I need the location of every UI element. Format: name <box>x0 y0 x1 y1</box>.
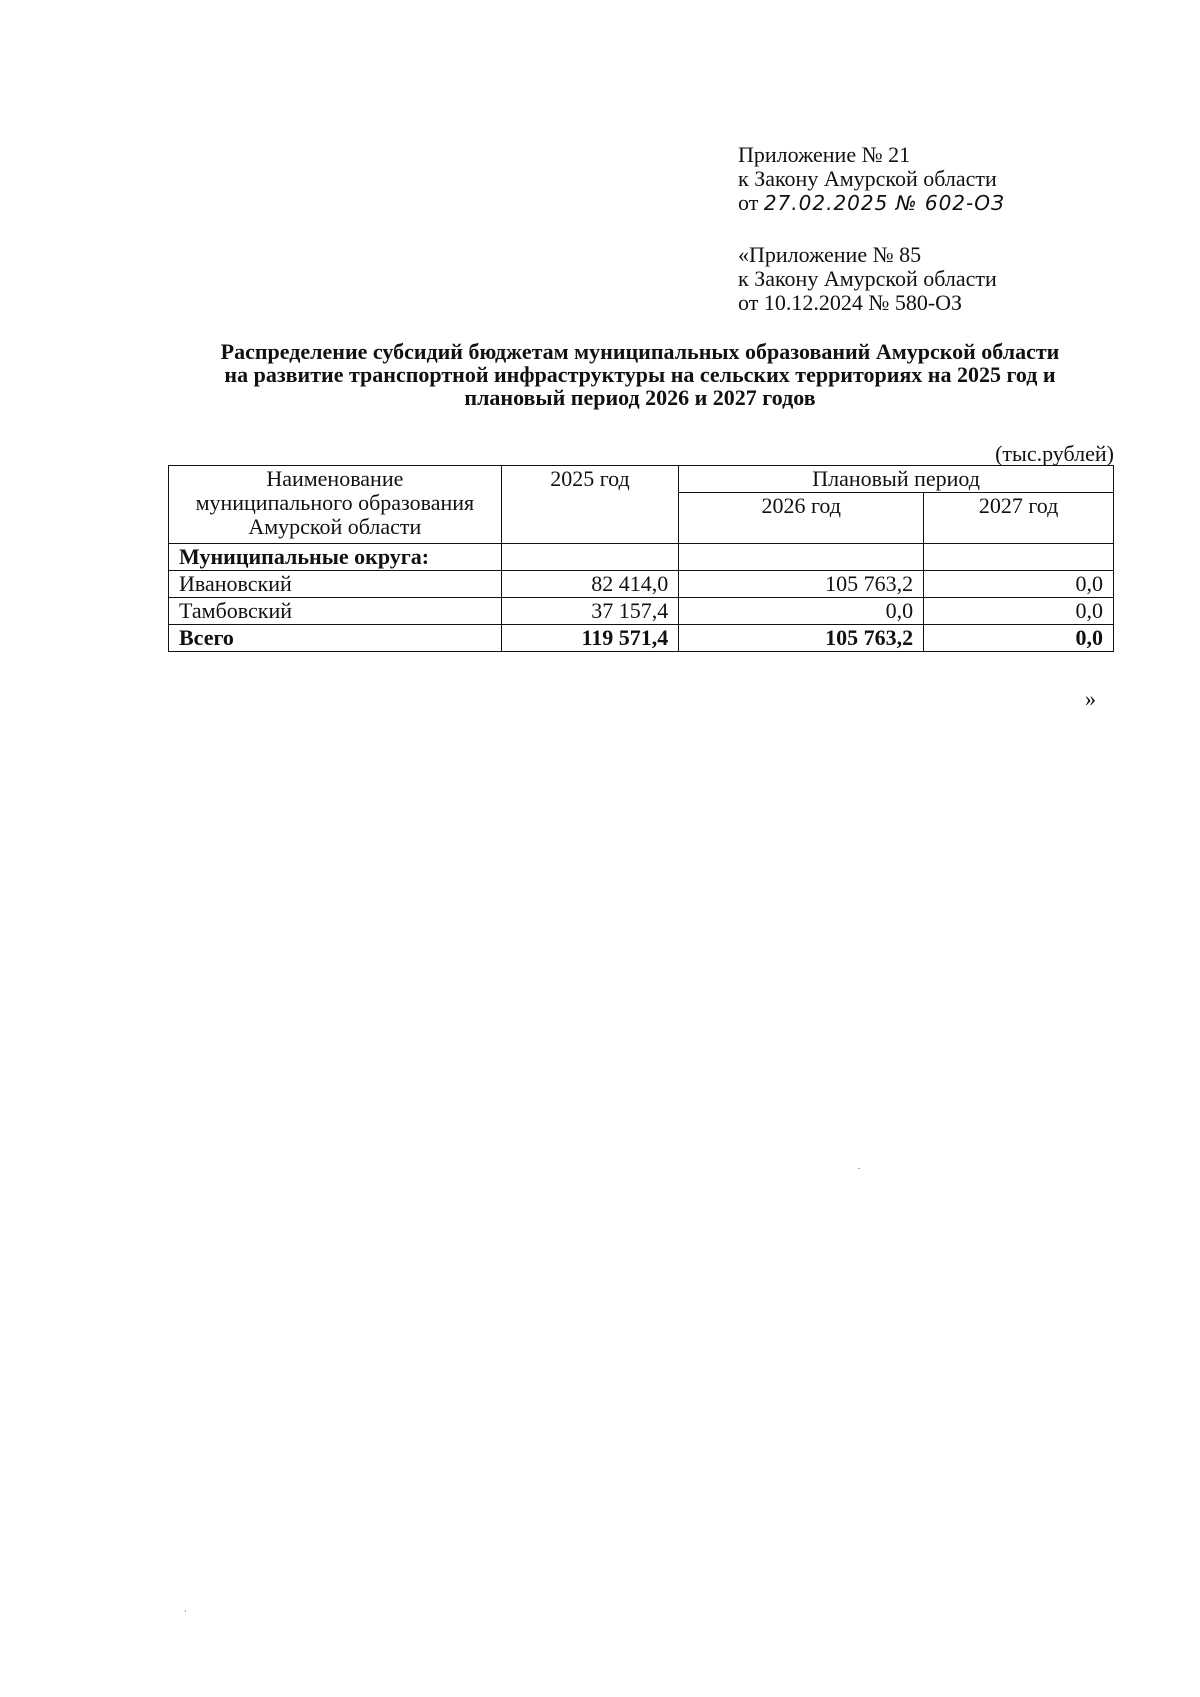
total-row <box>169 625 1114 652</box>
table-row <box>169 571 1114 598</box>
title-line-1: Распределение субсидий бюджетам муниципальных образований Амурской области <box>220 339 1060 364</box>
total-2027: 0,0 <box>924 625 1114 652</box>
total-2025: 119 571,4 <box>501 625 679 652</box>
empty-cell <box>924 544 1114 571</box>
subsidy-distribution-table <box>168 465 1114 652</box>
empty-cell <box>501 544 679 571</box>
handwritten-date: 27.02.2025 № 602-ОЗ <box>763 191 1005 215</box>
current-annex-header <box>738 143 1005 215</box>
value-2025: 37 157,4 <box>501 598 679 625</box>
title-line-2: на развитие транспортной инфраструктуры на сельских территориях на 2025 год и <box>224 362 1056 387</box>
header-name-line: Амурской области <box>248 514 422 539</box>
header-name-line: муниципального образования <box>195 490 475 515</box>
municipality-name: Ивановский <box>169 571 502 598</box>
annex-number: Приложение № 21 <box>738 142 911 167</box>
value-2027: 0,0 <box>924 598 1114 625</box>
empty-cell <box>679 544 924 571</box>
table-row <box>169 598 1114 625</box>
header-name-line: Наименование <box>266 466 404 491</box>
previous-annex-header <box>738 243 997 315</box>
annex-date-line <box>738 191 1005 215</box>
total-label: Всего <box>169 625 502 652</box>
closing-quote: » <box>1085 686 1096 711</box>
annex-law-reference: к Закону Амурской области <box>738 166 997 191</box>
prev-annex-date: от 10.12.2024 № 580-ОЗ <box>738 290 963 315</box>
header-planned-period: Плановый период <box>679 466 1114 493</box>
value-2026: 0,0 <box>679 598 924 625</box>
value-2026: 105 763,2 <box>679 571 924 598</box>
header-2026: 2026 год <box>679 493 924 544</box>
header-2027: 2027 год <box>924 493 1114 544</box>
scan-speck <box>858 1168 860 1169</box>
municipality-name: Тамбовский <box>169 598 502 625</box>
value-2027: 0,0 <box>924 571 1114 598</box>
date-prefix: от <box>738 190 759 215</box>
header-2025: 2025 год <box>501 466 679 544</box>
header-name-cell <box>169 466 502 544</box>
section-row <box>169 544 1114 571</box>
prev-annex-number: «Приложение № 85 <box>738 242 922 267</box>
value-2025: 82 414,0 <box>501 571 679 598</box>
section-label: Муниципальные округа: <box>169 544 502 571</box>
units-label: (тыс.рублей) <box>995 441 1114 466</box>
prev-annex-law-reference: к Закону Амурской области <box>738 266 997 291</box>
document-title <box>160 340 1120 409</box>
total-2026: 105 763,2 <box>679 625 924 652</box>
table-header-row <box>169 466 1114 493</box>
title-line-3: плановый период 2026 и 2027 годов <box>464 385 816 410</box>
scan-speck <box>185 1610 186 1612</box>
